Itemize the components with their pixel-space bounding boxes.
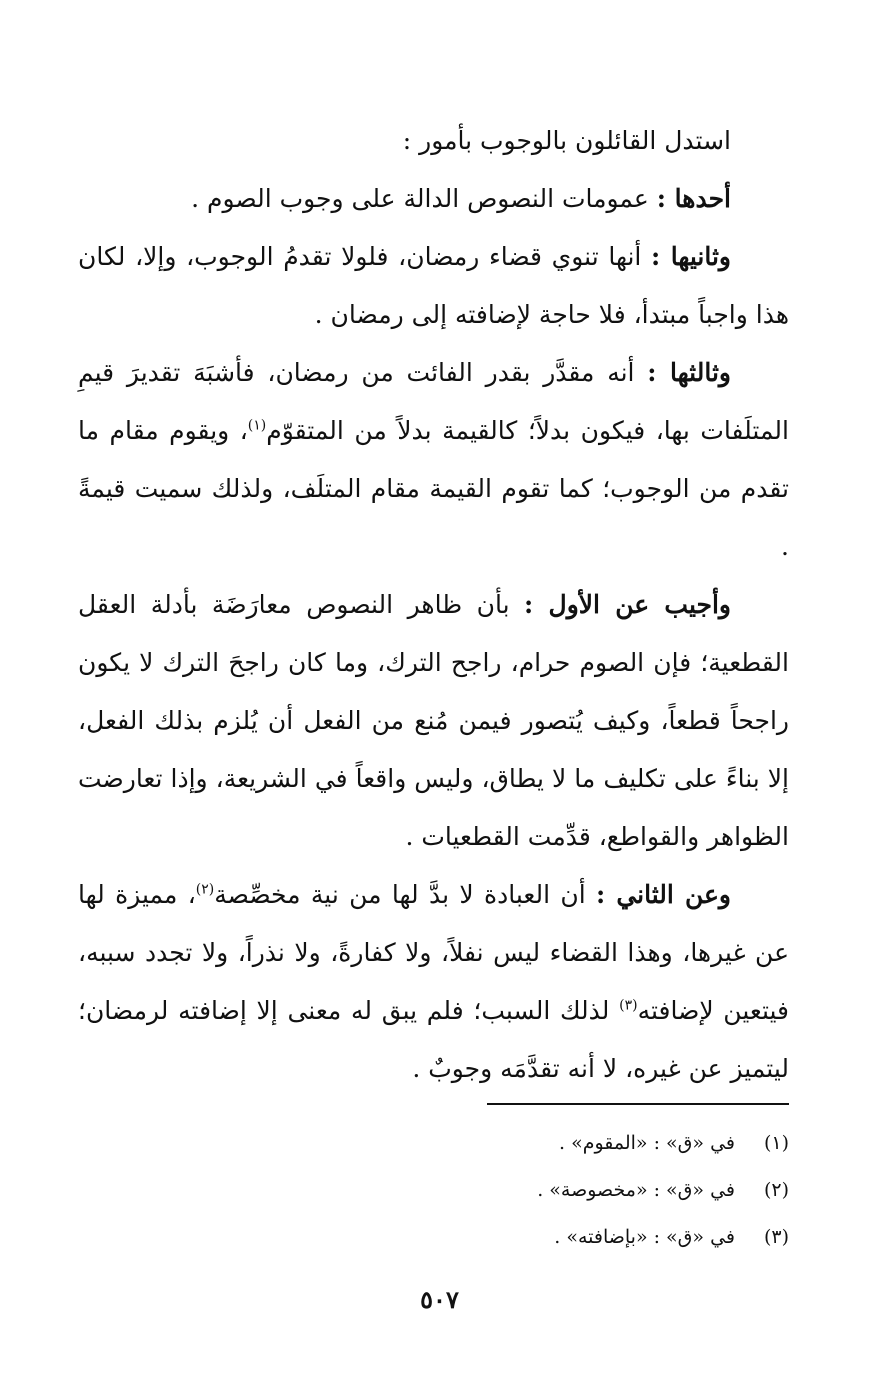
footnote-separator — [487, 1103, 789, 1105]
paragraph-second-argument — [78, 228, 789, 344]
footnote-item — [300, 1214, 789, 1261]
footnote-number: (٣) — [763, 1226, 789, 1248]
paragraph-intro — [78, 112, 789, 170]
footnote-text: في «ق» : «المقوم» . — [558, 1132, 735, 1154]
footnote-text: في «ق» : «بإضافته» . — [554, 1226, 735, 1248]
paragraph-text: أن العبادة لا بدَّ لها من نية مخصِّصة — [214, 880, 597, 909]
paragraph-lead: وعن الثاني : — [596, 880, 731, 909]
paragraph-third-argument — [78, 344, 789, 576]
footnote-text: في «ق» : «مخصوصة» . — [537, 1179, 735, 1201]
footnote-item — [300, 1120, 789, 1167]
footnote-marker: (٢) — [195, 881, 215, 898]
main-text — [78, 112, 789, 1098]
footnote-number: (٢) — [763, 1179, 789, 1201]
paragraph-reply-second — [78, 866, 789, 1098]
paragraph-lead: أحدها : — [656, 184, 731, 213]
paragraph-text: بأن ظاهر النصوص معارَضَة بأدلة العقل القطعية؛ فإن الصوم حرام، راجح الترك، وما كان راجحَ الترك لا يكون راجحاً قطعاً، وكيف يُتصور فيمن مُنع من الفعل أن يُلزم بذلك الفعل، إلا بناءً على تكليف ما لا يطاق، وليس واقعاً في الشريعة، وإذا تعارضت الظواهر والقواطع، قدِّمت القطعيات . — [78, 590, 789, 851]
paragraph-text: ، ويقوم مقام ما تقدم من الوجوب؛ كما تقوم القيمة مقام المتلَف، ولذلك سميت قيمةً . — [78, 416, 789, 561]
paragraph-text: استدل القائلون بالوجوب بأمور : — [402, 126, 731, 155]
page-number: ٥٠٧ — [420, 1285, 459, 1314]
paragraph-text: أنه مقدَّر بقدر الفائت من رمضان، فأشبَهَ تقديرَ قيمِ المتلَفات بها، فيكون بدلاً؛ كالقيمة بدلاً من المتقوّم — [78, 358, 789, 445]
footnote-marker: (٣) — [619, 997, 638, 1014]
paragraph-reply-first — [78, 576, 789, 866]
paragraph-first-argument — [78, 170, 789, 228]
paragraph-lead: وثانيها : — [651, 242, 731, 271]
footnotes — [300, 1120, 789, 1261]
paragraph-lead: وثالثها : — [647, 358, 731, 387]
paragraph-text: لذلك السبب؛ فلم يبق له معنى إلا إضافته لرمضان؛ ليتميز عن غيره، لا أنه تقدَّمَه وجوبٌ . — [78, 996, 789, 1083]
paragraph-text: عمومات النصوص الدالة على وجوب الصوم . — [191, 184, 657, 213]
paragraph-text: أنها تنوي قضاء رمضان، فلولا تقدمُ الوجوب، وإلا، لكان هذا واجباً مبتدأ، فلا حاجة لإضافته إلى رمضان . — [78, 242, 789, 329]
footnote-marker: (١) — [247, 417, 267, 434]
footnote-number: (١) — [763, 1132, 789, 1154]
paragraph-text: ، مميزة لها عن غيرها، وهذا القضاء ليس نفلاً، ولا كفارةً، ولا نذراً، ولا تجدد سببه، فيتعين لإضافته — [78, 880, 789, 1025]
paragraph-lead: وأجيب عن الأول : — [524, 590, 731, 619]
footnote-item — [300, 1167, 789, 1214]
